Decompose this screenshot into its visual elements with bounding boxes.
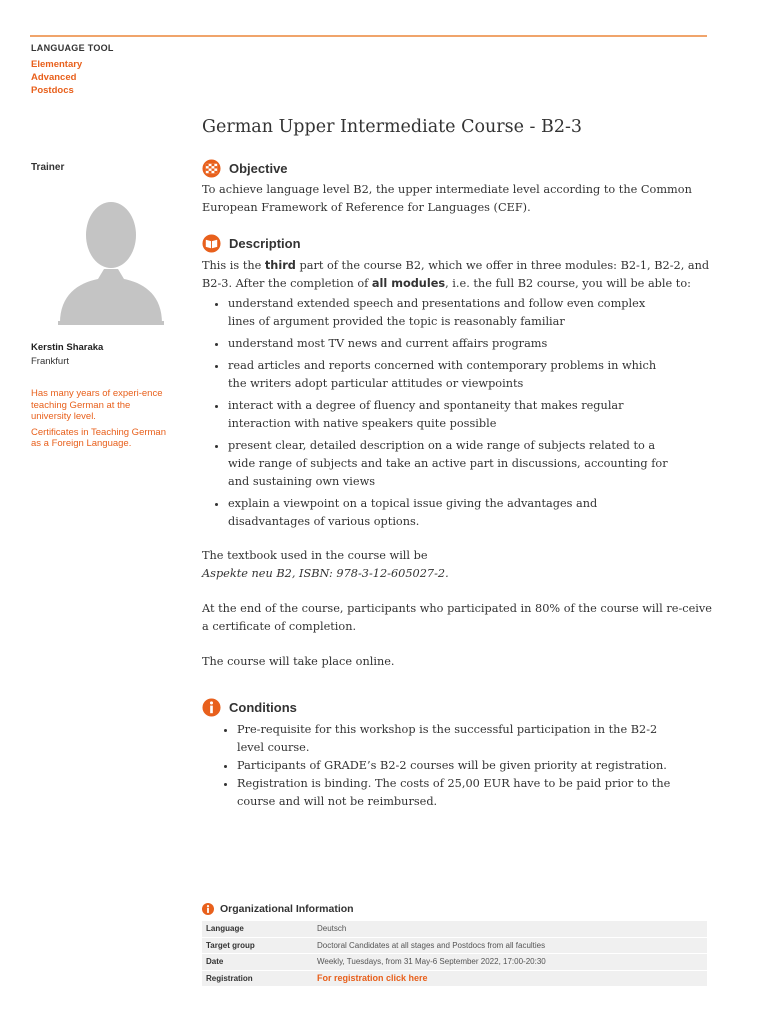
table-row bbox=[202, 921, 707, 937]
list-item: • present clear, detailed description on a wide range of subjects related to a wide range of subjects and take an active part in discussions, accounting for and sustaining own views bbox=[228, 437, 672, 491]
conditions-heading bbox=[202, 697, 712, 717]
org-key-target-group: Target group bbox=[202, 938, 313, 954]
list-item: • understand extended speech and presentations and follow even complex lines of argument provided the topic is reasonably familiar bbox=[228, 295, 672, 331]
description-intro: This is the third part of the course B2, which we offer in three modules: B2-1, B2-2, and B2-3. After the completion of all modules, i.e. the full B2 course, you will be able to: bbox=[202, 259, 710, 290]
conditions-title: Conditions bbox=[229, 699, 297, 715]
nav-link-advanced[interactable]: Advanced bbox=[31, 72, 77, 83]
avatar-placeholder-icon bbox=[58, 195, 164, 325]
info-icon bbox=[202, 698, 221, 717]
trainer-bio-experience: Has many years of experi-ence teaching German at the university level. bbox=[31, 388, 163, 423]
trainer-name: Kerstin Sharaka bbox=[31, 342, 104, 353]
nav-links bbox=[31, 58, 82, 97]
book-icon bbox=[202, 234, 221, 253]
org-value-date: Weekly, Tuesdays, from 31 May-6 September 2022, 17:00-20:30 bbox=[313, 954, 707, 970]
org-table bbox=[202, 920, 707, 987]
list-item: • read articles and reports concerned with contemporary problems in which the writers adopt particular attitudes or viewpoints bbox=[228, 357, 672, 393]
org-title: Organizational Information bbox=[220, 903, 354, 915]
main-content bbox=[202, 158, 712, 811]
description-heading bbox=[202, 233, 712, 253]
list-item: • Participants of GRADE’s B2-2 courses will be given priority at registration. bbox=[237, 757, 672, 775]
online-text: The course will take place online. bbox=[202, 655, 395, 668]
list-item: • Pre-requisite for this workshop is the successful participation in the B2-2 level course. bbox=[237, 721, 672, 757]
table-row bbox=[202, 938, 707, 954]
target-icon bbox=[202, 159, 221, 178]
page-title: German Upper Intermediate Course - B2-3 bbox=[202, 117, 583, 137]
nav-title: LANGUAGE TOOL bbox=[31, 43, 114, 53]
conditions-list bbox=[202, 721, 712, 811]
objective-body bbox=[202, 181, 712, 217]
info-icon bbox=[202, 903, 214, 915]
list-item: • explain a viewpoint on a topical issue giving the advantages and disadvantages of various options. bbox=[228, 495, 672, 531]
trainer-bio bbox=[31, 388, 166, 454]
list-item: • understand most TV news and current affairs programs bbox=[228, 335, 672, 353]
registration-link[interactable]: For registration click here bbox=[313, 971, 707, 987]
nav-link-postdocs[interactable]: Postdocs bbox=[31, 85, 74, 96]
skills-list bbox=[202, 295, 712, 531]
trainer-city: Frankfurt bbox=[31, 356, 70, 367]
org-value-target-group: Doctoral Candidates at all stages and Postdocs from all faculties bbox=[313, 938, 707, 954]
description-title: Description bbox=[229, 235, 301, 251]
nav-link-elementary[interactable]: Elementary bbox=[31, 59, 83, 70]
org-key-language: Language bbox=[202, 921, 313, 937]
table-row bbox=[202, 954, 707, 970]
list-item: • interact with a degree of fluency and spontaneity that makes regular interaction with native speakers quite possible bbox=[228, 397, 672, 433]
org-key-date: Date bbox=[202, 954, 313, 970]
trainer-sidebar bbox=[31, 162, 166, 450]
description-body bbox=[202, 257, 712, 671]
table-row bbox=[202, 971, 707, 987]
objective-text: To achieve language level B2, the upper intermediate level according to the Common European Framework of Reference for Languages (CEF). bbox=[202, 183, 692, 214]
textbook-title: Aspekte neu B2, ISBN: 978-3-12-605027-2. bbox=[202, 567, 449, 580]
objective-title: Objective bbox=[229, 160, 288, 176]
trainer-bio-certificates: Certificates in Teaching German as a Foreign Language. bbox=[31, 426, 166, 450]
list-item: • Registration is binding. The costs of 25,00 EUR have to be paid prior to the course and will not be reimbursed. bbox=[237, 775, 672, 811]
org-key-registration: Registration bbox=[202, 971, 313, 987]
textbook-line: The textbook used in the course will be bbox=[202, 549, 428, 562]
org-heading bbox=[202, 902, 707, 916]
org-value-language: Deutsch bbox=[313, 921, 707, 937]
top-rule bbox=[30, 35, 707, 37]
objective-heading bbox=[202, 158, 712, 178]
certificate-text: At the end of the course, participants who participated in 80% of the course will re-ceive a certificate of completion. bbox=[202, 602, 712, 633]
trainer-label: Trainer bbox=[31, 162, 65, 173]
organizational-info bbox=[202, 902, 707, 987]
conditions-body bbox=[202, 721, 712, 811]
